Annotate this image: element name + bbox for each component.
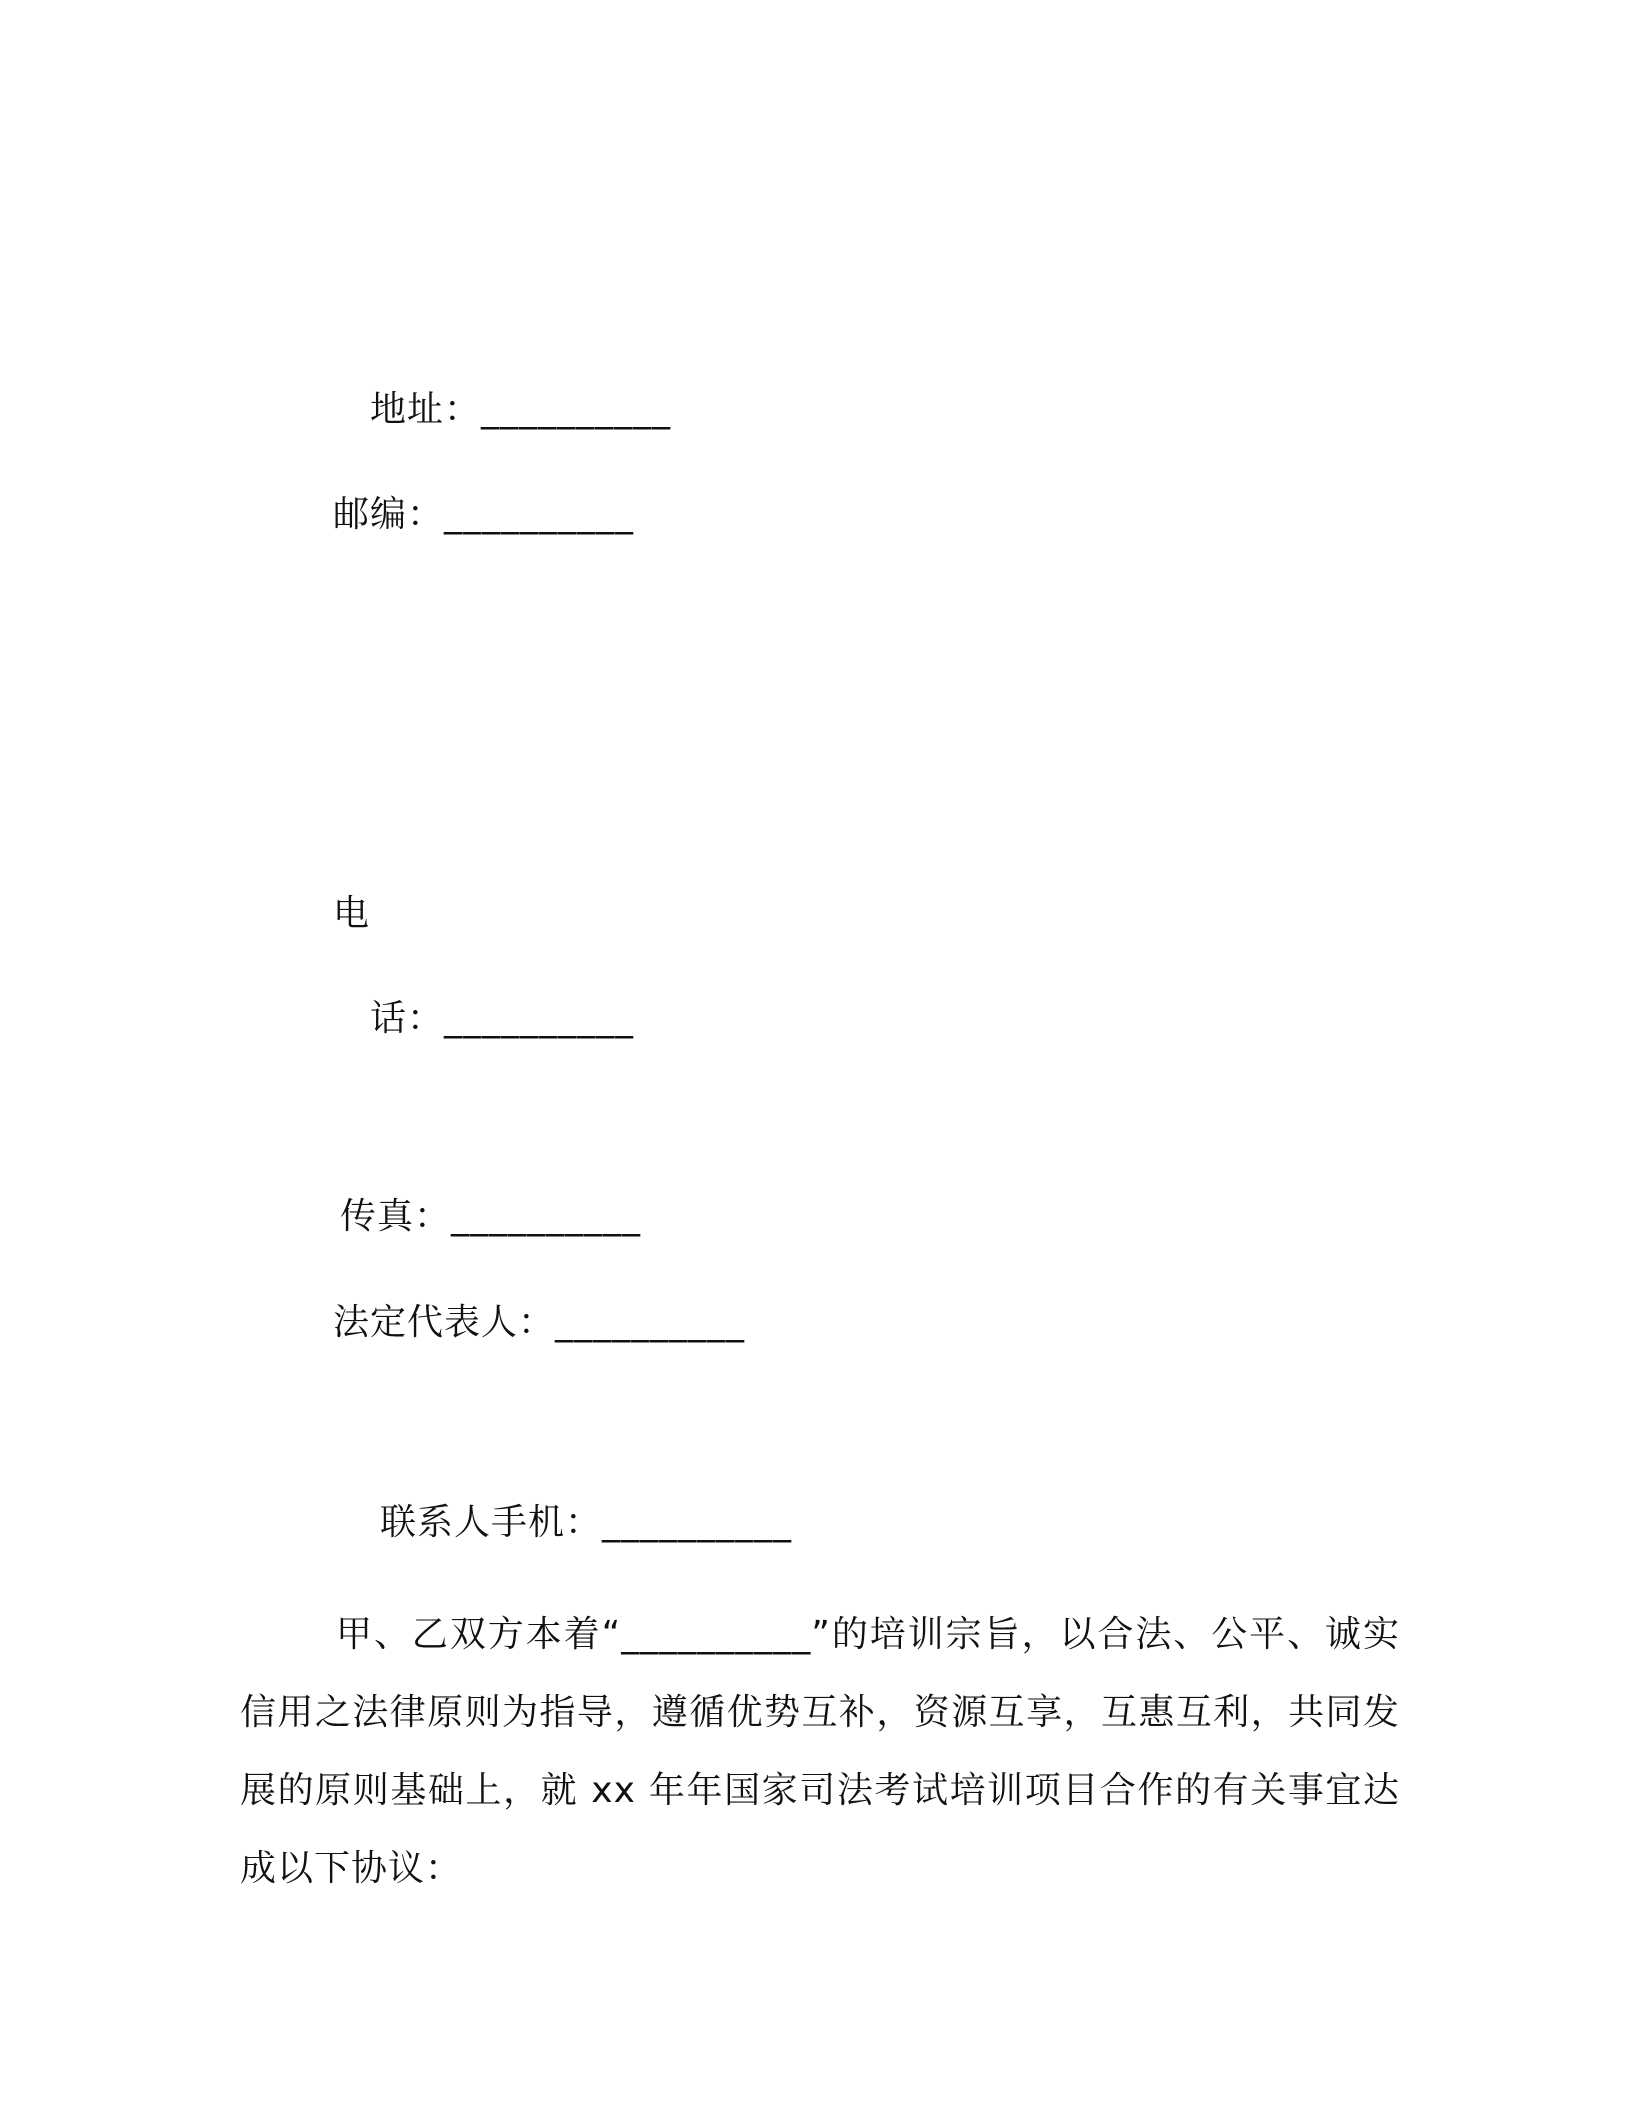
postcode-field: 邮编：__________ [333, 494, 635, 535]
contact-mobile-field: 联系人手机：__________ [380, 1502, 793, 1543]
agreement-paragraph: 甲、乙双方本着“__________”的培训宗旨，以合法、公平、诚实信用之法律原则为指导，遵循优势互补，资源互享，互惠互利，共同发展的原则基础上，就 xx 年年国家司法考试培训项目合作的有关事宜达成以下协议： [240, 1614, 1400, 1889]
fax-field: 传真：__________ [340, 1196, 642, 1237]
legal-representative-field: 法定代表人：__________ [333, 1302, 746, 1343]
address-field: 地址：__________ [370, 389, 672, 430]
phone-field: 话：__________ [370, 998, 635, 1039]
phone-label-char: 电 [333, 893, 371, 934]
